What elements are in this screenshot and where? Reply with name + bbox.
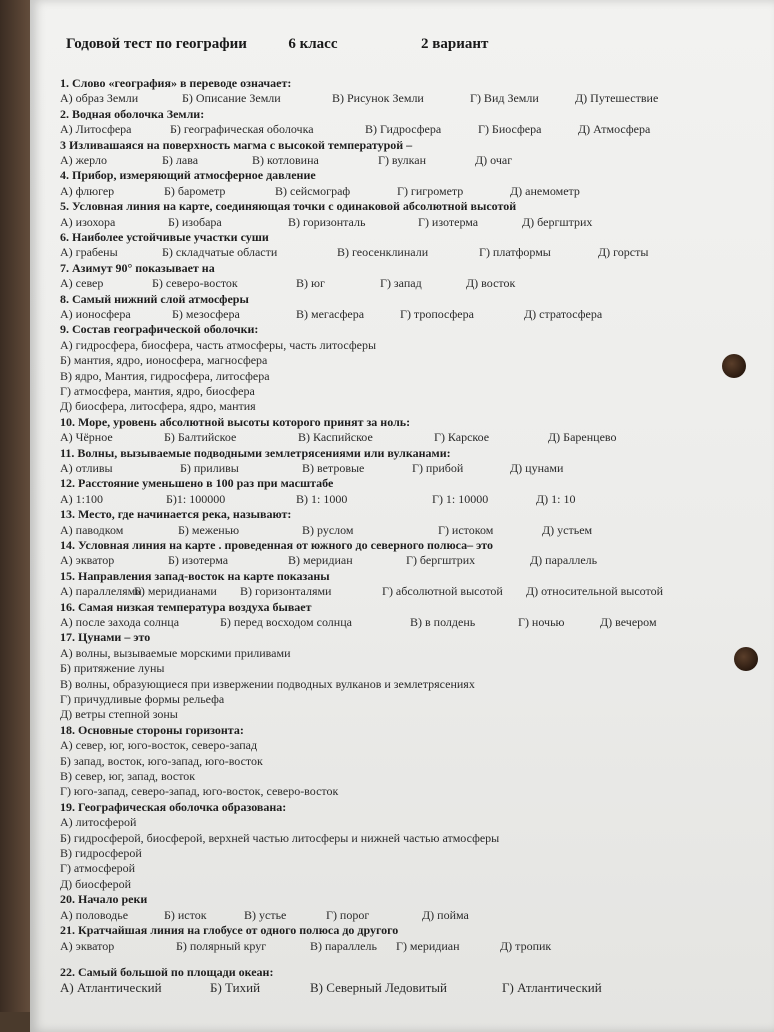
answer-options-row bbox=[60, 615, 750, 630]
answer-option: Д) биосферой bbox=[60, 876, 132, 891]
answer-option: В) котловина bbox=[252, 153, 319, 167]
question-text: 11. Волны, вызываемые подводными землетрясениями или вулканами: bbox=[60, 445, 451, 460]
question-text: 10. Море, уровень абсолютной высоты которого принят за ноль: bbox=[60, 414, 411, 429]
question-text: 8. Самый нижний слой атмосферы bbox=[60, 291, 249, 306]
answer-option: Д) Баренцево bbox=[548, 430, 617, 445]
answer-option: В) юг bbox=[296, 276, 325, 291]
answer-options-row bbox=[60, 184, 750, 199]
question-text: 7. Азимут 90° показывает на bbox=[60, 260, 215, 275]
answer-option: Д) устьем bbox=[542, 522, 593, 537]
answer-option: Б) исток bbox=[164, 907, 207, 922]
answer-option: Г) меридиан bbox=[396, 938, 460, 953]
question-text: 21. Кратчайшая линия на глобусе от одного полюса до другого bbox=[60, 923, 399, 938]
answer-option: В) параллель bbox=[310, 938, 377, 953]
answer-option: А) литосферой bbox=[60, 815, 137, 830]
answer-option: Д) бергштрих bbox=[522, 214, 593, 229]
question-text: 20. Начало реки bbox=[60, 892, 148, 907]
answer-option: Г) юго-запад, северо-запад, юго-восток, северо-восток bbox=[60, 784, 339, 799]
question-text: 16. Самая низкая температура воздуха бывает bbox=[60, 599, 312, 614]
answer-option: Г) Вид Земли bbox=[470, 91, 539, 106]
question-text: 5. Условная линия на карте, соединяющая точки с одинаковой абсолютной высотой bbox=[60, 199, 517, 214]
answer-option: Б) перед восходом солнца bbox=[220, 615, 352, 629]
answer-option: Б) Балтийское bbox=[164, 430, 237, 445]
answer-option: В) руслом bbox=[302, 522, 354, 537]
test-title: Годовой тест по географии bbox=[66, 36, 247, 52]
answer-option: Б) изотерма bbox=[168, 553, 229, 568]
answer-option: В) Гидросфера bbox=[365, 122, 442, 137]
answer-option: Б) северо-восток bbox=[152, 276, 238, 291]
question-text: 4. Прибор, измеряющий атмосферное давление bbox=[60, 168, 316, 183]
answer-option: Д) 1: 10 bbox=[536, 491, 576, 506]
answer-option: Д) относительной высотой bbox=[526, 584, 664, 599]
answer-options-row bbox=[60, 122, 750, 137]
answer-option: Д) горсты bbox=[598, 245, 649, 260]
answer-option: Б) лава bbox=[162, 153, 199, 167]
answer-option: Г) Карское bbox=[434, 430, 490, 445]
answer-option: В) гидросферой bbox=[60, 846, 142, 861]
answer-option: Г) бергштрих bbox=[406, 553, 476, 568]
answer-option: Г) 1: 10000 bbox=[432, 491, 489, 506]
answer-options-row bbox=[60, 91, 750, 106]
question-text: 9. Состав географической оболочки: bbox=[60, 322, 259, 337]
question-text: 6. Наиболее устойчивые участки суши bbox=[60, 229, 269, 244]
answer-option: А) половодье bbox=[60, 907, 129, 922]
answer-option: А) гидросфера, биосфера, часть атмосферы, часть литосферы bbox=[60, 337, 377, 352]
answer-options-row bbox=[60, 461, 750, 476]
answer-option: А) флюгер bbox=[60, 183, 115, 198]
question-text: 22. Самый большой по площади океан: bbox=[60, 964, 274, 979]
answer-option: В) горизонталь bbox=[288, 214, 366, 229]
answer-option: В) горизонталями bbox=[240, 584, 332, 599]
answer-option: А) Литосфера bbox=[60, 122, 132, 137]
answer-option: Д) ветры степной зоны bbox=[60, 707, 178, 722]
answer-option: А) Атлантический bbox=[60, 980, 162, 996]
question-text: 17. Цунами – это bbox=[60, 630, 151, 645]
answer-option: Г) абсолютной высотой bbox=[382, 584, 503, 599]
answer-option: В) 1: 1000 bbox=[296, 491, 348, 506]
answer-option: Г) Биосфера bbox=[478, 122, 542, 137]
answer-option: А) жерло bbox=[60, 153, 107, 167]
answer-option: В) Северный Ледовитый bbox=[310, 980, 447, 996]
answer-option: Г) истоком bbox=[438, 522, 494, 537]
question-text: 3 Изливашаяся на поверхность магма с высокой температурой – bbox=[60, 137, 413, 152]
answer-option: Г) изотерма bbox=[418, 214, 479, 229]
answer-option: Б) мезосфера bbox=[172, 306, 240, 321]
variant-label: 2 вариант bbox=[421, 36, 489, 52]
question-text: 2. Водная оболочка Земли: bbox=[60, 106, 205, 121]
answer-option: Г) атмосфера, мантия, ядро, биосфера bbox=[60, 384, 255, 398]
answer-option: Б) складчатые области bbox=[162, 245, 278, 260]
answer-options-row bbox=[60, 492, 750, 507]
answer-option: В) ядро, Мантия, гидросфера, литосфера bbox=[60, 368, 270, 383]
answer-options-row bbox=[60, 430, 750, 445]
answer-option: А) образ Земли bbox=[60, 91, 139, 106]
spacer bbox=[60, 954, 750, 965]
question-text: 19. Географическая оболочка образована: bbox=[60, 799, 287, 814]
answer-option: Д) вечером bbox=[600, 615, 657, 629]
answer-option: Д) Путешествие bbox=[575, 91, 659, 106]
answer-options-row bbox=[60, 553, 750, 568]
answer-option: В) в полдень bbox=[410, 615, 476, 629]
answer-option: Б) меженью bbox=[178, 522, 240, 537]
answer-option: Г) гигрометр bbox=[397, 183, 464, 198]
answer-options-row bbox=[60, 307, 750, 322]
answer-option: Г) платформы bbox=[479, 245, 551, 260]
answer-option: Д) очаг bbox=[475, 153, 513, 167]
question-text: 14. Условная линия на карте . проведенная от южного до северного полюса– это bbox=[60, 538, 494, 552]
answer-option: А) изохора bbox=[60, 214, 116, 229]
answer-option: А) волны, вызываемые морскими приливами bbox=[60, 645, 291, 660]
answer-options-row bbox=[60, 245, 750, 260]
question-text: 15. Направления запад-восток на карте показаны bbox=[60, 568, 330, 583]
answer-option: Г) ночью bbox=[518, 615, 565, 629]
answer-option: В) ветровые bbox=[302, 461, 365, 476]
test-sheet bbox=[30, 0, 774, 1032]
answer-option: В) мегасфера bbox=[296, 306, 365, 321]
grade-label: 6 класс bbox=[288, 36, 338, 52]
answer-option: А) отливы bbox=[60, 461, 113, 476]
answer-option: Б) меридианами bbox=[134, 584, 217, 599]
answer-options-row bbox=[60, 908, 750, 923]
answer-option: Г) вулкан bbox=[378, 153, 427, 167]
answer-options-row bbox=[60, 276, 750, 291]
answer-option: Д) пойма bbox=[422, 907, 469, 922]
answer-option: Б) Тихий bbox=[210, 980, 261, 996]
answer-option: Д) Атмосфера bbox=[578, 122, 651, 137]
answer-option: В) сейсмограф bbox=[275, 183, 351, 198]
answer-option: Б) барометр bbox=[164, 183, 226, 198]
answer-option: В) север, юг, запад, восток bbox=[60, 769, 196, 784]
answer-option: Б) приливы bbox=[180, 461, 239, 476]
answer-option: В) геосенклинали bbox=[337, 245, 429, 260]
answer-option: А) экватор bbox=[60, 553, 115, 568]
answer-option: Д) цунами bbox=[510, 461, 564, 476]
answer-option: Б) гидросферой, биосферой, верхней частью литосферы и нижней частью атмосферы bbox=[60, 830, 500, 845]
question-list bbox=[60, 76, 750, 996]
answer-option: Б)1: 100000 bbox=[166, 491, 226, 506]
question-text: 18. Основные стороны горизонта: bbox=[60, 722, 244, 737]
answer-option: Г) тропосфера bbox=[400, 306, 474, 321]
answer-option: Г) атмосферой bbox=[60, 861, 136, 876]
answer-option: Б) изобара bbox=[168, 214, 222, 229]
answer-options-row bbox=[60, 980, 750, 996]
answer-option: Г) причудливые формы рельефа bbox=[60, 692, 225, 707]
answer-option: В) устье bbox=[244, 907, 287, 922]
answer-option: В) меридиан bbox=[288, 553, 353, 568]
answer-option: А) экватор bbox=[60, 938, 115, 953]
answer-option: А) ионосфера bbox=[60, 306, 131, 321]
answer-option: А) север, юг, юго-восток, северо-запад bbox=[60, 738, 258, 753]
answer-option: А) паводком bbox=[60, 522, 124, 537]
answer-option: Б) географическая оболочка bbox=[170, 122, 314, 137]
answer-option: Г) прибой bbox=[412, 461, 464, 476]
answer-option: Д) биосфера, литосфера, ядро, мантия bbox=[60, 399, 256, 414]
answer-option: А) после захода солнца bbox=[60, 615, 180, 629]
answer-options-row bbox=[60, 939, 750, 954]
answer-option: Д) тропик bbox=[500, 938, 552, 953]
answer-option: А) грабены bbox=[60, 245, 118, 260]
answer-option: А) север bbox=[60, 276, 104, 291]
answer-option: Б) мантия, ядро, ионосфера, магносфера bbox=[60, 353, 268, 368]
answer-option: В) Рисунок Земли bbox=[332, 91, 424, 106]
answer-option: Г) порог bbox=[326, 907, 370, 922]
answer-option: В) волны, образующиеся при извержении подводных вулканов и землетрясениях bbox=[60, 676, 475, 691]
answer-option: Г) запад bbox=[380, 276, 422, 291]
answer-option: Д) стратосфера bbox=[524, 306, 603, 321]
answer-options-row bbox=[60, 215, 750, 230]
answer-option: Д) восток bbox=[466, 276, 516, 291]
answer-option: Б) притяжение луны bbox=[60, 661, 165, 676]
answer-option: А) 1:100 bbox=[60, 491, 103, 506]
answer-options-row bbox=[60, 523, 750, 538]
answer-options-row bbox=[60, 153, 750, 168]
question-text: 13. Место, где начинается река, называют: bbox=[60, 507, 292, 522]
question-text: 12. Расстояние уменьшено в 100 раз при масштабе bbox=[60, 476, 334, 491]
answer-option: Б) полярный круг bbox=[176, 938, 267, 953]
page-title bbox=[66, 36, 488, 53]
answer-option: Д) параллель bbox=[530, 553, 598, 568]
answer-options-row bbox=[60, 584, 750, 599]
answer-option: А) Чёрное bbox=[60, 430, 113, 445]
answer-option: А) параллелями bbox=[60, 584, 142, 599]
answer-option: Б) Описание Земли bbox=[182, 91, 281, 106]
question-text: 1. Слово «география» в переводе означает: bbox=[60, 76, 292, 90]
answer-option: Д) анемометр bbox=[510, 183, 580, 198]
answer-option: Б) запад, восток, юго-запад, юго-восток bbox=[60, 753, 263, 768]
answer-option: В) Каспийское bbox=[298, 430, 373, 445]
answer-option: Г) Атлантический bbox=[502, 980, 602, 996]
